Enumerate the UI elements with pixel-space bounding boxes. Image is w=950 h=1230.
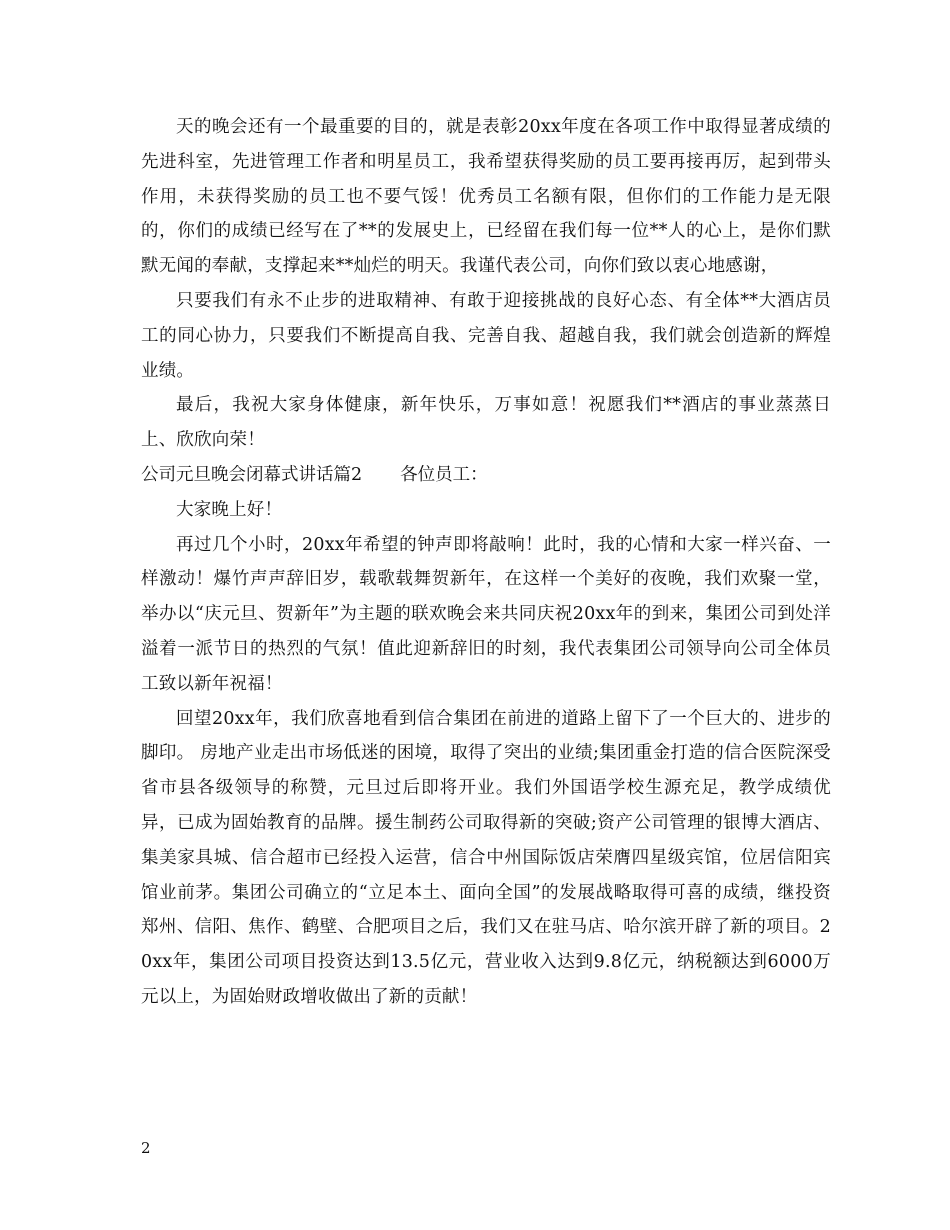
page-number: 2 <box>141 1139 151 1157</box>
section-title: 公司元旦晚会闭幕式讲话篇2 <box>141 464 363 485</box>
salutation: 各位员工： <box>400 464 488 485</box>
paragraph: 再过几个小时，20xx年希望的钟声即将敲响！此时，我的心情和大家一样兴奋、一样激动！爆竹声声辞旧岁，载歌载舞贺新年，在这样一个美好的夜晚，我们欢聚一堂，举办以“庆元旦、贺新年”为主题的联欢晚会来共同庆祝20xx年的到来，集团公司到处洋溢着一派节日的热烈的气氛！值此迎新辞旧的时刻，我代表集团公司领导向公司全体员工致以新年祝福！ <box>141 534 831 694</box>
section-heading-line <box>141 458 831 493</box>
paragraph: 最后，我祝大家身体健康，新年快乐，万事如意！祝愿我们**酒店的事业蒸蒸日上、欣欣向荣！ <box>141 395 831 451</box>
paragraph: 只要我们有永不止步的进取精神、有敢于迎接挑战的良好心态、有全体**大酒店员工的同心协力，只要我们不断提高自我、完善自我、超越自我，我们就会创造新的辉煌业绩。 <box>141 290 831 381</box>
paragraph: 大家晚上好！ <box>176 499 283 520</box>
paragraph: 天的晚会还有一个最重要的目的，就是表彰20xx年度在各项工作中取得显著成绩的先进科室，先进管理工作者和明星员工，我希望获得奖励的员工要再接再厉，起到带头作用，未获得奖励的员工也不要气馁！优秀员工名额有限，但你们的工作能力是无限的，你们的成绩已经写在了**的发展史上，已经留在我们每一位**人的心上，是你们默默无闻的奉献，支撑起来**灿烂的明天。我谨代表公司，向你们致以衷心地感谢， <box>141 117 831 277</box>
paragraph: 回望20xx年，我们欣喜地看到信合集团在前进的道路上留下了一个巨大的、进步的脚印。 房地产业走出市场低迷的困境，取得了突出的业绩;集团重金打造的信合医院深受省市县各级领导的称赞，元旦过后即将开业。我们外国语学校生源充足，教学成绩优异，已成为固始教育的品牌。援生制药公司取得新的突破;资产公司管理的银博大酒店、集美家具城、信合超市已经投入运营，信合中州国际饭店荣膺四星级宾馆，位居信阳宾馆业前茅。集团公司确立的“立足本土、面向全国”的发展战略取得可喜的成绩，继投资郑州、信阳、焦作、鹤壁、合肥项目之后，我们又在驻马店、哈尔滨开辟了新的项目。20xx年，集团公司项目投资达到13.5亿元，营业收入达到9.8亿元，纳税额达到6000万元以上，为固始财政增收做出了新的贡献！ <box>141 708 831 1007</box>
document-body <box>141 110 831 1015</box>
